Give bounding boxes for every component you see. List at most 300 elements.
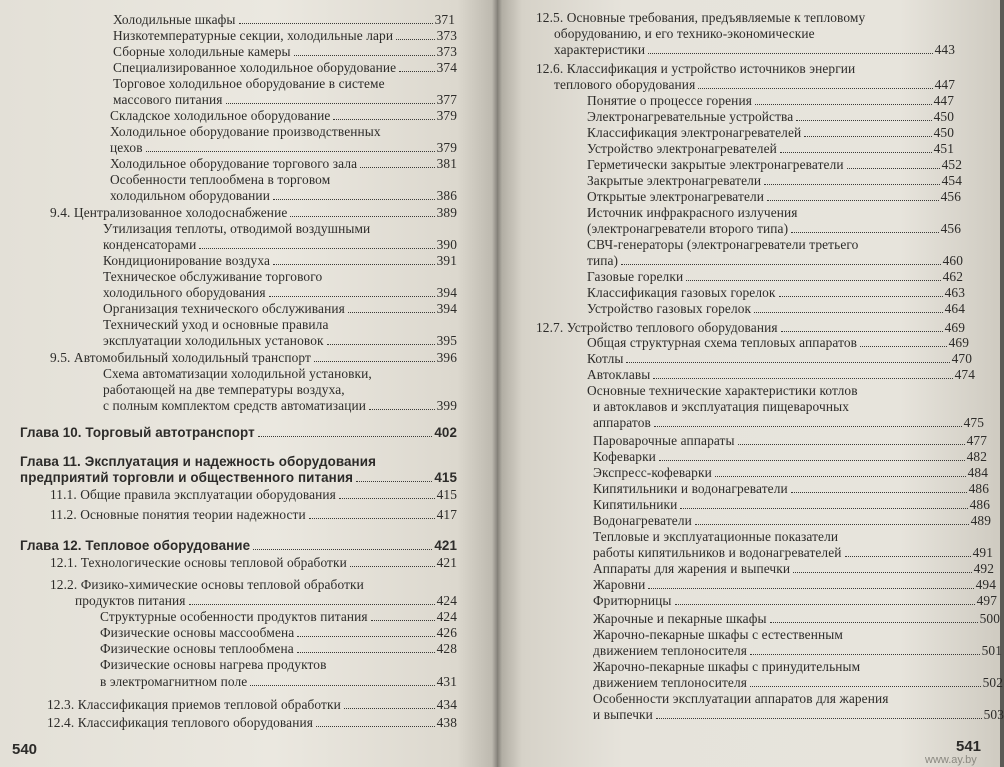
right-toc-entry bbox=[593, 497, 990, 513]
toc-entry-title: Кондиционирование воздуха bbox=[103, 253, 271, 268]
left-toc-entry bbox=[103, 285, 457, 301]
right-toc-entry bbox=[593, 513, 991, 529]
toc-entry-title: Газовые горелки bbox=[587, 269, 684, 284]
dot-leader bbox=[273, 199, 435, 200]
right-toc-entry bbox=[587, 285, 965, 301]
toc-entry-title: Автоклавы bbox=[587, 367, 651, 382]
dot-leader bbox=[621, 264, 941, 265]
toc-entry-title: Кипятильники и водонагреватели bbox=[593, 481, 788, 496]
right-toc-entry bbox=[587, 367, 975, 383]
toc-page-number: 394 bbox=[436, 301, 457, 316]
right-page bbox=[497, 0, 1004, 767]
dot-leader bbox=[750, 654, 980, 655]
dot-leader bbox=[146, 151, 435, 152]
left-toc-entry bbox=[103, 382, 345, 398]
right-toc-entry bbox=[593, 465, 988, 481]
toc-page-number: 464 bbox=[944, 301, 965, 316]
toc-page-number: 438 bbox=[436, 715, 457, 730]
toc-page-number: 428 bbox=[436, 641, 457, 656]
toc-entry-title: и автоклавов и эксплуатация пищеварочных bbox=[593, 399, 849, 414]
toc-entry-title: Источник инфракрасного излучения bbox=[587, 205, 798, 220]
dot-leader bbox=[339, 498, 435, 499]
right-toc-entry bbox=[587, 173, 962, 189]
toc-entry-title: 12.6. Классификация и устройство источников энергии bbox=[536, 61, 856, 76]
left-toc-entry bbox=[47, 697, 457, 713]
toc-entry-title: Физические основы теплообмена bbox=[100, 641, 294, 656]
toc-page-number: 373 bbox=[436, 28, 457, 43]
toc-entry-title: Структурные особенности продуктов питания bbox=[100, 609, 368, 624]
toc-entry-title: 12.4. Классификация теплового оборудования bbox=[47, 715, 313, 730]
dot-leader bbox=[738, 444, 965, 445]
toc-page-number: 486 bbox=[969, 497, 990, 512]
dot-leader bbox=[314, 361, 435, 362]
right-toc-entry bbox=[587, 269, 963, 285]
left-toc-entry bbox=[110, 108, 457, 124]
right-toc-entry bbox=[587, 93, 954, 109]
toc-entry-title: в электромагнитном поле bbox=[100, 674, 248, 689]
left-page bbox=[0, 0, 497, 767]
toc-page-number: 386 bbox=[436, 188, 457, 203]
toc-page-number: 475 bbox=[963, 415, 984, 430]
toc-page-number: 415 bbox=[434, 470, 457, 485]
right-toc-entry bbox=[587, 335, 969, 351]
toc-entry-title: Холодильное оборудование торгового зала bbox=[110, 156, 358, 171]
dot-leader bbox=[659, 460, 965, 461]
dot-leader bbox=[653, 378, 952, 379]
left-toc-entry bbox=[50, 507, 457, 523]
toc-page-number: 374 bbox=[436, 60, 457, 75]
left-toc-entry bbox=[100, 657, 327, 673]
toc-page-number: 474 bbox=[954, 367, 975, 382]
right-toc-entry bbox=[587, 351, 972, 367]
right-toc-entry bbox=[593, 707, 1004, 723]
toc-entry-title: массового питания bbox=[113, 92, 223, 107]
left-toc-entry bbox=[50, 577, 364, 593]
toc-entry-title: движением теплоносителя bbox=[593, 643, 747, 658]
left-toc-entry bbox=[50, 350, 457, 366]
dot-leader bbox=[764, 184, 939, 185]
toc-page-number: 500 bbox=[979, 611, 1000, 626]
left-toc-entry bbox=[110, 124, 381, 140]
dot-leader bbox=[344, 708, 435, 709]
left-toc-entry bbox=[20, 470, 457, 486]
toc-entry-title: оборудованию, и его технико-экономические bbox=[554, 26, 815, 41]
toc-entry-title: Закрытые электронагреватели bbox=[587, 173, 762, 188]
toc-page-number: 451 bbox=[933, 141, 954, 156]
toc-entry-title: Сборные холодильные камеры bbox=[113, 44, 291, 59]
right-toc-entry bbox=[536, 320, 965, 336]
toc-page-number: 503 bbox=[983, 707, 1004, 722]
toc-page-number: 390 bbox=[436, 237, 457, 252]
right-toc-entry bbox=[593, 415, 984, 431]
toc-page-number: 421 bbox=[436, 555, 457, 570]
toc-entry-title: Пароварочные аппараты bbox=[593, 433, 735, 448]
right-toc-entry bbox=[593, 643, 1002, 659]
toc-entry-title: Открытые электронагреватели bbox=[587, 189, 765, 204]
toc-page-number: 469 bbox=[944, 320, 965, 335]
right-toc-entry bbox=[593, 481, 989, 497]
toc-page-number: 415 bbox=[436, 487, 457, 502]
toc-page-number: 373 bbox=[436, 44, 457, 59]
toc-entry-title: Водонагреватели bbox=[593, 513, 692, 528]
toc-entry-title: с полным комплектом средств автоматизации bbox=[103, 398, 366, 413]
toc-entry-title: 9.5. Автомобильный холодильный транспорт bbox=[50, 350, 311, 365]
dot-leader bbox=[297, 652, 435, 653]
toc-page-number: 417 bbox=[436, 507, 457, 522]
left-toc-entry bbox=[103, 269, 322, 285]
left-toc-entry bbox=[113, 92, 457, 108]
dot-leader bbox=[396, 39, 434, 40]
toc-entry-title: типа) bbox=[587, 253, 619, 268]
toc-entry-title: Классификация газовых горелок bbox=[587, 285, 776, 300]
right-toc-entry bbox=[587, 157, 962, 173]
toc-entry-title: Складское холодильное оборудование bbox=[110, 108, 331, 123]
left-toc-entry bbox=[110, 156, 457, 172]
dot-leader bbox=[327, 344, 435, 345]
toc-entry-title: 12.5. Основные требования, предъявляемые к тепловому bbox=[536, 10, 866, 25]
toc-page-number: 452 bbox=[941, 157, 962, 172]
toc-entry-title: 12.7. Устройство теплового оборудования bbox=[536, 320, 778, 335]
dot-leader bbox=[791, 232, 938, 233]
left-toc-entry bbox=[103, 366, 372, 382]
left-toc-entry bbox=[113, 12, 455, 28]
toc-entry-title: Тепловые и эксплуатационные показатели bbox=[593, 529, 839, 544]
toc-page-number: 431 bbox=[436, 674, 457, 689]
toc-entry-title: 9.4. Централизованное холодоснабжение bbox=[50, 205, 288, 220]
left-toc-entry bbox=[100, 625, 457, 641]
right-toc-entry bbox=[593, 593, 997, 609]
dot-leader bbox=[239, 23, 433, 24]
book-gutter bbox=[492, 0, 502, 767]
left-toc-entry bbox=[100, 609, 457, 625]
toc-page-number: 424 bbox=[436, 593, 457, 608]
dot-leader bbox=[290, 216, 434, 217]
toc-page-number: 501 bbox=[981, 643, 1002, 658]
right-toc-entry bbox=[587, 189, 961, 205]
right-toc-entry bbox=[587, 237, 858, 253]
dot-leader bbox=[750, 686, 981, 687]
dot-leader bbox=[680, 508, 967, 509]
right-toc-entry bbox=[587, 141, 954, 157]
dot-leader bbox=[847, 168, 940, 169]
toc-entry-title: холодильного оборудования bbox=[103, 285, 266, 300]
toc-entry-title: Технический уход и основные правила bbox=[103, 317, 329, 332]
toc-entry-title: Утилизация теплоты, отводимой воздушными bbox=[103, 221, 371, 236]
dot-leader bbox=[371, 620, 435, 621]
toc-entry-title: Схема автоматизации холодильной установки, bbox=[103, 366, 372, 381]
toc-entry-title: аппаратов bbox=[593, 415, 651, 430]
dot-leader bbox=[348, 312, 435, 313]
left-toc-entry bbox=[110, 188, 457, 204]
toc-page-number: 447 bbox=[934, 77, 955, 92]
dot-leader bbox=[399, 71, 434, 72]
toc-page-number: 482 bbox=[966, 449, 987, 464]
left-toc-entry bbox=[20, 425, 457, 441]
dot-leader bbox=[793, 572, 971, 573]
left-toc-entry bbox=[100, 641, 457, 657]
toc-page-number: 489 bbox=[970, 513, 991, 528]
dot-leader bbox=[360, 167, 434, 168]
dot-leader bbox=[698, 88, 932, 89]
dot-leader bbox=[656, 718, 982, 719]
toc-page-number: 402 bbox=[434, 425, 457, 440]
toc-page-number: 447 bbox=[933, 93, 954, 108]
toc-entry-title: СВЧ-генераторы (электронагреватели третьего bbox=[587, 237, 859, 252]
toc-entry-title: Кипятильники bbox=[593, 497, 678, 512]
toc-page-number: 389 bbox=[436, 205, 457, 220]
dot-leader bbox=[250, 685, 434, 686]
left-toc-entry bbox=[113, 28, 457, 44]
right-toc-entry bbox=[593, 545, 993, 561]
right-toc-entry bbox=[587, 205, 798, 221]
toc-entry-title: Торговое холодильное оборудование в системе bbox=[113, 76, 385, 91]
dot-leader bbox=[779, 296, 943, 297]
toc-entry-title: Основные технические характеристики котлов bbox=[587, 383, 858, 398]
toc-page-number: 460 bbox=[942, 253, 963, 268]
toc-entry-title: Котлы bbox=[587, 351, 624, 366]
right-toc-entry bbox=[593, 675, 1003, 691]
left-toc-entry bbox=[103, 221, 370, 237]
toc-page-number: 371 bbox=[434, 12, 455, 27]
dot-leader bbox=[356, 481, 432, 482]
toc-entry-title: Электронагревательные устройства bbox=[587, 109, 794, 124]
dot-leader bbox=[755, 104, 932, 105]
toc-entry-title: Особенности теплообмена в торговом bbox=[110, 172, 331, 187]
toc-page-number: 399 bbox=[436, 398, 457, 413]
toc-entry-title: теплового оборудования bbox=[554, 77, 696, 92]
dot-leader bbox=[297, 636, 434, 637]
right-toc-entry bbox=[587, 125, 954, 141]
toc-page-number: 469 bbox=[948, 335, 969, 350]
dot-leader bbox=[294, 55, 435, 56]
toc-entry-title: и выпечки bbox=[593, 707, 653, 722]
toc-entry-title: 12.3. Классификация приемов тепловой обработки bbox=[47, 697, 341, 712]
right-toc-entry bbox=[536, 10, 865, 26]
dot-leader bbox=[253, 549, 432, 550]
toc-page-number: 470 bbox=[951, 351, 972, 366]
right-toc-entry bbox=[587, 109, 954, 125]
right-toc-entry bbox=[593, 449, 987, 465]
dot-leader bbox=[350, 566, 435, 567]
right-toc-entry bbox=[587, 221, 961, 237]
toc-entry-title: Техническое обслуживание торгового bbox=[103, 269, 323, 284]
left-toc-entry bbox=[103, 237, 457, 253]
right-toc-entry bbox=[593, 691, 889, 707]
toc-entry-title: предприятий торговли и общественного питания bbox=[20, 470, 354, 485]
toc-entry-title: работающей на две температуры воздуха, bbox=[103, 382, 345, 397]
toc-page-number: 377 bbox=[436, 92, 457, 107]
toc-entry-title: Специализированное холодильное оборудование bbox=[113, 60, 397, 75]
toc-entry-title: Холодильные шкафы bbox=[113, 12, 236, 27]
toc-page-number: 434 bbox=[436, 697, 457, 712]
toc-entry-title: Устройство газовых горелок bbox=[587, 301, 752, 316]
right-toc-entry bbox=[593, 433, 987, 449]
dot-leader bbox=[781, 331, 943, 332]
right-toc-entry bbox=[587, 301, 965, 317]
toc-entry-title: Жарочно-пекарные шкафы с принудительным bbox=[593, 659, 861, 674]
left-toc-entry bbox=[20, 454, 376, 470]
left-toc-entry bbox=[50, 205, 457, 221]
right-toc-entry bbox=[593, 561, 994, 577]
toc-page-number: 486 bbox=[968, 481, 989, 496]
dot-leader bbox=[767, 200, 939, 201]
toc-entry-title: цехов bbox=[110, 140, 143, 155]
toc-entry-title: Жаровни bbox=[593, 577, 646, 592]
dot-leader bbox=[626, 362, 949, 363]
toc-page-number: 463 bbox=[944, 285, 965, 300]
right-toc-entry bbox=[593, 577, 996, 593]
dot-leader bbox=[648, 588, 973, 589]
toc-page-number: 395 bbox=[436, 333, 457, 348]
right-toc-entry bbox=[593, 529, 838, 545]
dot-leader bbox=[796, 120, 931, 121]
dot-leader bbox=[369, 409, 435, 410]
left-toc-entry bbox=[75, 593, 457, 609]
left-toc-entry bbox=[110, 172, 330, 188]
toc-page-number: 497 bbox=[976, 593, 997, 608]
dot-leader bbox=[309, 518, 435, 519]
toc-page-number: 379 bbox=[436, 108, 457, 123]
toc-entry-title: Понятие о процессе горения bbox=[587, 93, 752, 108]
left-toc-entry bbox=[113, 76, 385, 92]
left-toc-entry bbox=[20, 538, 457, 554]
right-toc-entry bbox=[554, 26, 815, 42]
toc-entry-title: Физические основы массообмена bbox=[100, 625, 295, 640]
toc-entry-title: Жарочные и пекарные шкафы bbox=[593, 611, 767, 626]
right-toc-entry bbox=[554, 77, 955, 93]
toc-entry-title: Жарочно-пекарные шкафы с естественным bbox=[593, 627, 843, 642]
toc-entry-title: Организация технического обслуживания bbox=[103, 301, 345, 316]
dot-leader bbox=[189, 604, 435, 605]
dot-leader bbox=[695, 524, 969, 525]
toc-entry-title: продуктов питания bbox=[75, 593, 186, 608]
left-toc-entry bbox=[113, 44, 457, 60]
left-toc-entry bbox=[50, 487, 457, 503]
dot-leader bbox=[273, 264, 435, 265]
toc-page-number: 491 bbox=[972, 545, 993, 560]
watermark-text: www.ay.by bbox=[925, 754, 977, 766]
dot-leader bbox=[654, 426, 962, 427]
dot-leader bbox=[226, 103, 435, 104]
toc-page-number: 492 bbox=[973, 561, 994, 576]
toc-page-number: 462 bbox=[942, 269, 963, 284]
right-toc-entry bbox=[587, 253, 963, 269]
toc-entry-title: Холодильное оборудование производственных bbox=[110, 124, 381, 139]
dot-leader bbox=[845, 556, 971, 557]
left-toc-entry bbox=[113, 60, 457, 76]
toc-entry-title: Физические основы нагрева продуктов bbox=[100, 657, 327, 672]
dot-leader bbox=[258, 436, 433, 437]
dot-leader bbox=[754, 312, 942, 313]
toc-entry-title: Устройство электронагревателей bbox=[587, 141, 777, 156]
toc-entry-title: характеристики bbox=[554, 42, 646, 57]
right-toc-entry bbox=[587, 383, 858, 399]
right-toc-entry bbox=[593, 611, 1000, 627]
toc-page-number: 456 bbox=[940, 221, 961, 236]
left-toc-entry bbox=[103, 333, 457, 349]
left-toc-entry bbox=[47, 715, 457, 731]
left-toc-entry bbox=[103, 301, 457, 317]
toc-entry-title: Экспресс-кофеварки bbox=[593, 465, 712, 480]
toc-entry-title: конденсаторами bbox=[103, 237, 197, 252]
toc-page-number: 424 bbox=[436, 609, 457, 624]
toc-page-number: 379 bbox=[436, 140, 457, 155]
toc-entry-title: Общая структурная схема тепловых аппаратов bbox=[587, 335, 858, 350]
toc-entry-title: (электронагреватели второго типа) bbox=[587, 221, 789, 236]
toc-entry-title: Глава 12. Тепловое оборудование bbox=[20, 538, 251, 553]
toc-page-number: 396 bbox=[436, 350, 457, 365]
toc-page-number: 391 bbox=[436, 253, 457, 268]
toc-entry-title: Глава 11. Эксплуатация и надежность оборудования bbox=[20, 454, 376, 469]
toc-page-number: 443 bbox=[934, 42, 955, 57]
toc-entry-title: работы кипятильников и водонагревателей bbox=[593, 545, 842, 560]
toc-page-number: 381 bbox=[436, 156, 457, 171]
dot-leader bbox=[675, 604, 975, 605]
dot-leader bbox=[686, 280, 940, 281]
dot-leader bbox=[715, 476, 966, 477]
toc-entry-title: 11.2. Основные понятия теории надежности bbox=[50, 507, 306, 522]
toc-entry-title: движением теплоносителя bbox=[593, 675, 747, 690]
toc-entry-title: Кофеварки bbox=[593, 449, 656, 464]
toc-page-number: 484 bbox=[967, 465, 988, 480]
toc-page-number: 426 bbox=[436, 625, 457, 640]
dot-leader bbox=[804, 136, 931, 137]
toc-page-number: 494 bbox=[975, 577, 996, 592]
right-toc-entry bbox=[536, 61, 855, 77]
left-toc-entry bbox=[110, 140, 457, 156]
dot-leader bbox=[770, 622, 978, 623]
dot-leader bbox=[648, 53, 932, 54]
right-toc-entry bbox=[593, 659, 860, 675]
left-toc-entry bbox=[50, 555, 457, 571]
toc-entry-title: Аппараты для жарения и выпечки bbox=[593, 561, 791, 576]
toc-page-number: 454 bbox=[941, 173, 962, 188]
toc-page-number: 450 bbox=[933, 109, 954, 124]
right-toc-entry bbox=[593, 399, 849, 415]
toc-entry-title: 11.1. Общие правила эксплуатации оборудования bbox=[50, 487, 336, 502]
toc-entry-title: Низкотемпературные секции, холодильные лари bbox=[113, 28, 394, 43]
left-toc-entry bbox=[103, 317, 329, 333]
toc-entry-title: Особенности эксплуатации аппаратов для жарения bbox=[593, 691, 889, 706]
left-page-number: 540 bbox=[12, 741, 38, 758]
toc-page-number: 456 bbox=[940, 189, 961, 204]
toc-entry-title: эксплуатации холодильных установок bbox=[103, 333, 324, 348]
toc-entry-title: Герметически закрытые электронагреватели bbox=[587, 157, 844, 172]
left-toc-entry bbox=[100, 674, 457, 690]
dot-leader bbox=[791, 492, 967, 493]
toc-page-number: 394 bbox=[436, 285, 457, 300]
left-toc-entry bbox=[103, 253, 457, 269]
dot-leader bbox=[333, 119, 434, 120]
dot-leader bbox=[780, 152, 932, 153]
toc-entry-title: холодильном оборудовании bbox=[110, 188, 270, 203]
dot-leader bbox=[860, 346, 947, 347]
toc-page-number: 502 bbox=[982, 675, 1003, 690]
toc-entry-title: Классификация электронагревателей bbox=[587, 125, 802, 140]
toc-entry-title: Глава 10. Торговый автотранспорт bbox=[20, 425, 255, 440]
right-toc-entry bbox=[593, 627, 843, 643]
toc-entry-title: Фритюрницы bbox=[593, 593, 672, 608]
toc-page-number: 421 bbox=[434, 538, 457, 553]
toc-entry-title: 12.1. Технологические основы тепловой обработки bbox=[50, 555, 347, 570]
dot-leader bbox=[316, 726, 435, 727]
right-toc-entry bbox=[554, 42, 955, 58]
right-page-number: 541 bbox=[956, 738, 982, 755]
left-toc-entry bbox=[103, 398, 457, 414]
toc-page-number: 477 bbox=[966, 433, 987, 448]
toc-page-number: 450 bbox=[933, 125, 954, 140]
toc-entry-title: 12.2. Физико-химические основы тепловой обработки bbox=[50, 577, 364, 592]
